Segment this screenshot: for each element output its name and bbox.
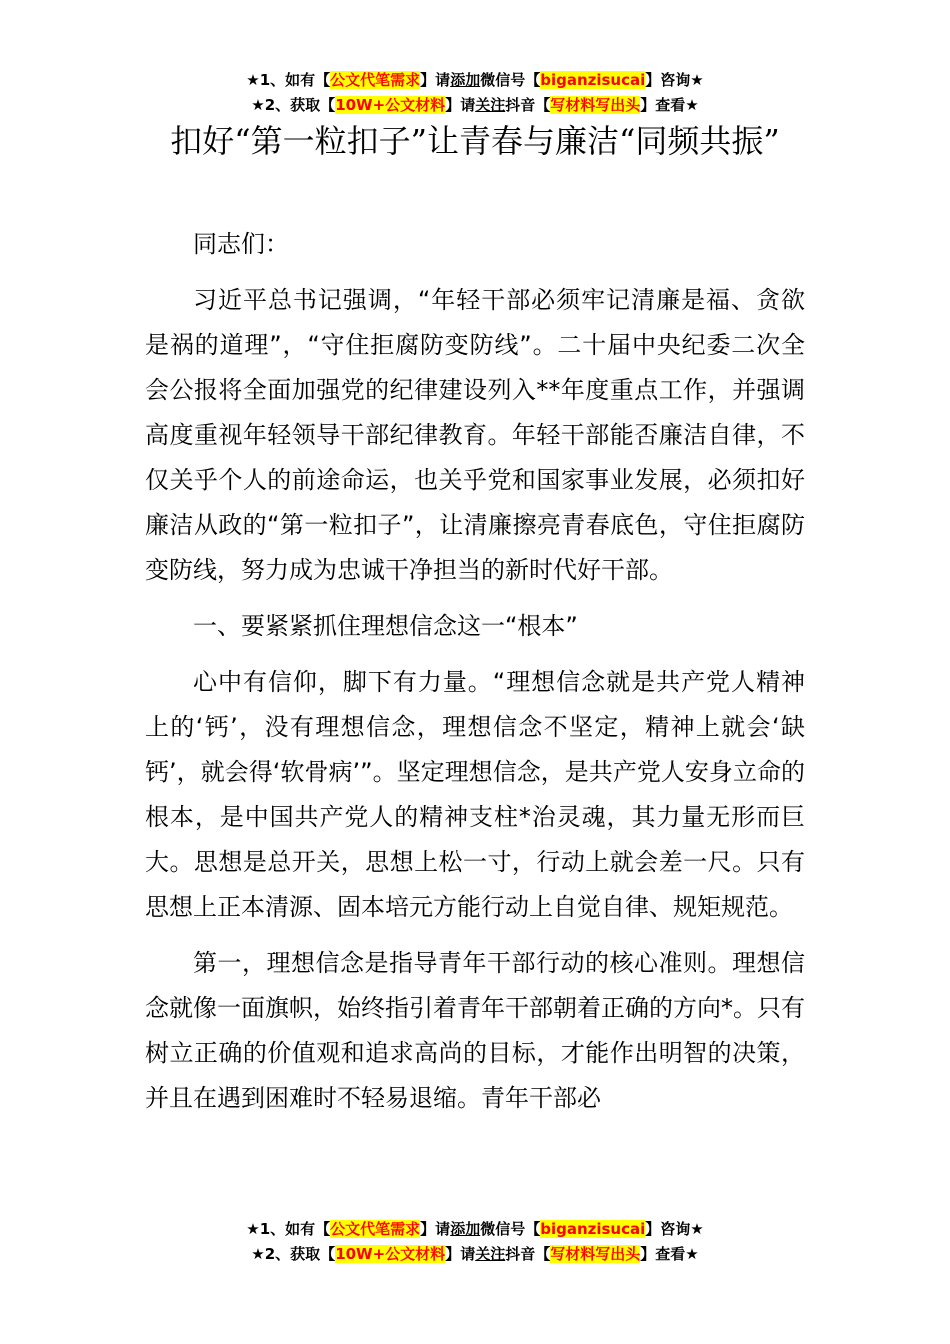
footer-line2-suffix: 】查看★ [640, 1245, 699, 1263]
footer-line2-middle: 】请 [445, 1245, 476, 1263]
header-banner-line-2 [0, 93, 950, 118]
footer-banner-line-1 [0, 1217, 950, 1242]
header-line2-highlight-douyin: 写材料写出头 [550, 96, 641, 114]
footer-line1-suffix: 】咨询★ [645, 1220, 704, 1238]
footer-banner-line-2 [0, 1242, 950, 1267]
footer-line1-underline: 添加 [450, 1220, 481, 1238]
header-line2-highlight-materials: 10W+公文材料 [335, 96, 446, 114]
document-body [145, 222, 805, 1132]
header-line1-prefix: ★1、如有【 [246, 71, 331, 89]
body-paragraph: 第一，理想信念是指导青年干部行动的核心准则。理想信念就像一面旗帜，始终指引着青年干部朝着正确的方向*。只有树立正确的价值观和追求高尚的目标，才能作出明智的决策，并且在遇到困难时不轻易退缩。青年干部必 [145, 949, 805, 1112]
footer-line1-highlight-wechat: biganzisucai [540, 1220, 646, 1238]
header-line1-middle2: 微信号【 [480, 71, 541, 89]
header-banner [0, 68, 950, 118]
footer-line1-highlight-service: 公文代笔需求 [330, 1220, 421, 1238]
header-banner-line-1 [0, 68, 950, 93]
section-heading-1: 一、要紧紧抓住理想信念这一“根本” [193, 612, 578, 640]
header-line2-prefix: ★2、获取【 [251, 96, 336, 114]
footer-line1-middle: 】请 [420, 1220, 451, 1238]
footer-line1-prefix: ★1、如有【 [246, 1220, 331, 1238]
footer-banner [0, 1217, 950, 1267]
document-title: 扣好“第一粒扣子”让青春与廉洁“同频共振” [170, 122, 780, 160]
footer-line2-underline: 关注 [475, 1245, 506, 1263]
footer-line2-highlight-materials: 10W+公文材料 [335, 1245, 446, 1263]
header-line2-middle2: 抖音【 [505, 96, 551, 114]
footer-line2-highlight-douyin: 写材料写出头 [550, 1245, 641, 1263]
header-line1-highlight-service: 公文代笔需求 [330, 71, 421, 89]
footer-line2-middle2: 抖音【 [505, 1245, 551, 1263]
header-line2-underline: 关注 [475, 96, 506, 114]
salutation-paragraph: 同志们： [193, 230, 289, 258]
header-line2-middle: 】请 [445, 96, 476, 114]
header-line1-suffix: 】咨询★ [645, 71, 704, 89]
footer-line1-middle2: 微信号【 [480, 1220, 541, 1238]
intro-paragraph: 习近平总书记强调，“年轻干部必须牢记清廉是福、贪欲是祸的道理”，“守住拒腐防变防线”。二十届中央纪委二次全会公报将全面加强党的纪律建设列入**年度重点工作，并强调高度重视年轻领导干部纪律教育。年轻干部能否廉洁自律，不仅关乎个人的前途命运，也关乎党和国家事业发展，必须扣好廉洁从政的“第一粒扣子”，让清廉擦亮青春底色，守住拒腐防变防线，努力成为忠诚干净担当的新时代好干部。 [145, 286, 805, 584]
header-line1-middle: 】请 [420, 71, 451, 89]
header-line1-underline: 添加 [450, 71, 481, 89]
header-line2-suffix: 】查看★ [640, 96, 699, 114]
footer-line2-prefix: ★2、获取【 [251, 1245, 336, 1263]
header-line1-highlight-wechat: biganzisucai [540, 71, 646, 89]
body-paragraph: 心中有信仰，脚下有力量。“理想信念就是共产党人精神上的‘钙’，没有理想信念，理想信念不坚定，精神上就会‘缺钙’，就会得‘软骨病’”。坚定理想信念，是共产党人安身立命的根本，是中国共产党人的精神支柱*治灵魂，其力量无形而巨大。思想是总开关，思想上松一寸，行动上就会差一尺。只有思想上正本清源、固本培元方能行动上自觉自律、规矩规范。 [145, 668, 805, 921]
